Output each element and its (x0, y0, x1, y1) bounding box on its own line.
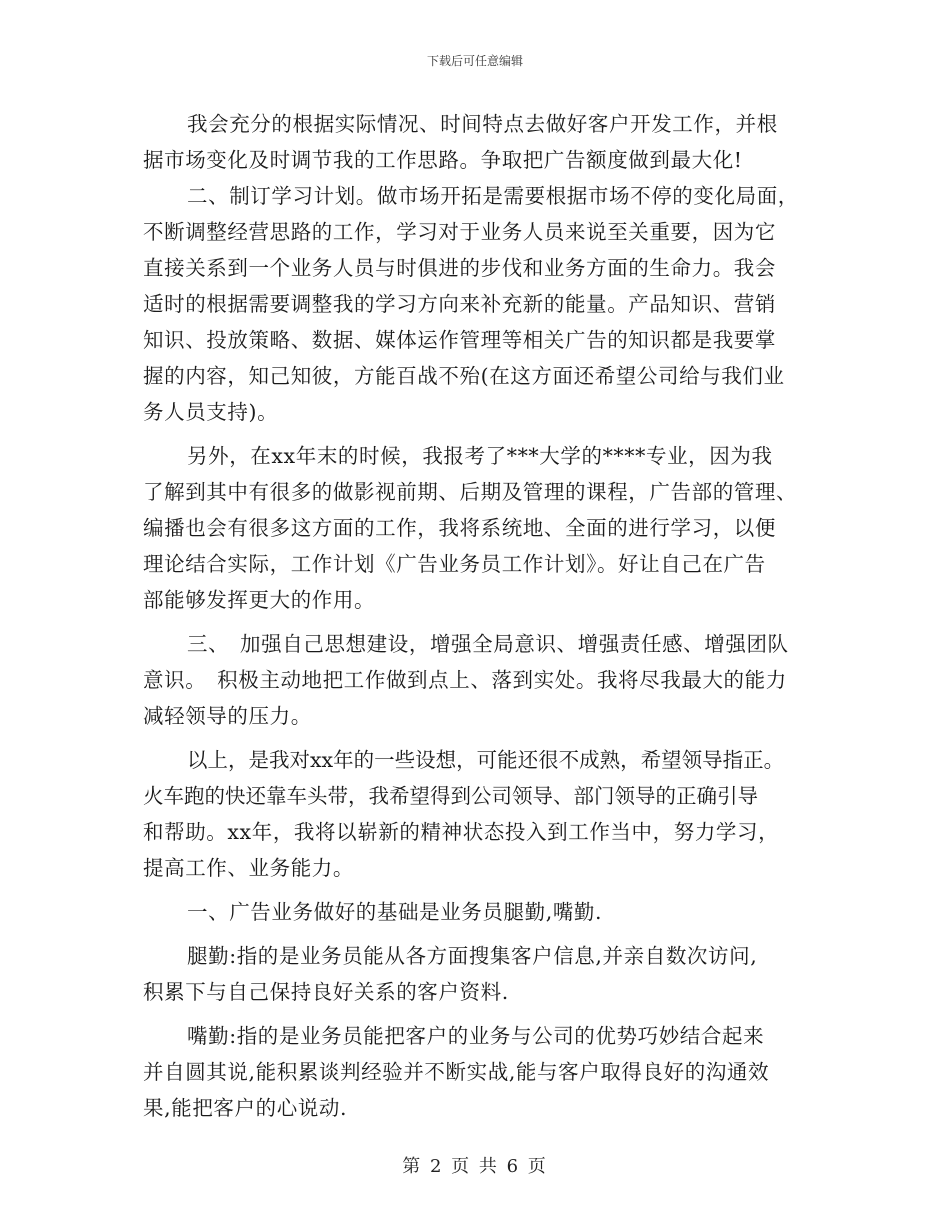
text-line: 积累下与自己保持良好关系的客户资料. (143, 980, 509, 1004)
text-line: 腿勤:指的是业务员能从各方面搜集客户信息,并亲自数次访问, (187, 944, 758, 968)
text-line: 另外，在xx年末的时候，我报考了***大学的****专业，因为我 (187, 444, 773, 468)
page-header: 下载后可任意编辑 (426, 54, 523, 68)
text-line: 提高工作、业务能力。 (143, 856, 354, 880)
text-line: 减轻领导的压力。 (143, 704, 312, 728)
text-line: 意识。 积极主动地把工作做到点上、落到实处。我将尽我最大的能力 (143, 668, 787, 692)
text-line: 部能够发挥更大的作用。 (143, 588, 376, 612)
text-line: 理论结合实际，工作计划《广告业务员工作计划》。好让自己在广告 (143, 552, 766, 576)
page-number: 第 2 页 共 6 页 (402, 1156, 548, 1177)
text-line: 适时的根据需要调整我的学习方向来补充新的能量。产品知识、营销 (143, 292, 776, 316)
text-line: 直接关系到一个业务人员与时俱进的步伐和业务方面的生命力。我会 (143, 256, 776, 280)
text-line: 握的内容，知己知彼，方能百战不殆(在这方面还希望公司给与我们业 (143, 364, 785, 388)
text-line: 据市场变化及时调节我的工作思路。争取把广告额度做到最大化! (143, 148, 743, 172)
text-line: 务人员支持)。 (143, 400, 279, 424)
text-line: 火车跑的快还靠车头带，我希望得到公司领导、部门领导的正确引导 (143, 784, 758, 808)
document-body (143, 106, 823, 1126)
text-line: 以上，是我对xx年的一些设想，可能还很不成熟，希望领导指正。 (187, 748, 785, 772)
text-line: 我会充分的根据实际情况、时间特点去做好客户开发工作，并根 (187, 112, 778, 136)
text-line: 并自圆其说,能积累谈判经验并不断实战,能与客户取得良好的沟通效 (143, 1060, 770, 1084)
text-line: 嘴勤:指的是业务员能把客户的业务与公司的优势巧妙结合起来 (187, 1024, 765, 1048)
text-line: 知识、投放策略、数据、媒体运作管理等相关广告的知识都是我要掌 (143, 328, 776, 352)
text-line: 二、制订学习计划。做市场开拓是需要根据市场不停的变化局面， (187, 184, 799, 208)
text-line: 编播也会有很多这方面的工作，我将系统地、全面的进行学习，以便 (143, 516, 776, 540)
text-line: 了解到其中有很多的做影视前期、后期及管理的课程，广告部的管理、 (143, 480, 798, 504)
text-line: 果,能把客户的心说动. (143, 1096, 348, 1120)
text-line: 三、 加强自己思想建设，增强全局意识、增强责任感、增强团队 (187, 632, 789, 656)
text-line: 和帮助。xx年，我将以崭新的精神状态投入到工作当中，努力学习， (143, 820, 780, 844)
text-line: 不断调整经营思路的工作，学习对于业务人员来说至关重要，因为它 (143, 220, 776, 244)
text-line: 一、广告业务做好的基础是业务员腿勤,嘴勤. (187, 900, 603, 924)
